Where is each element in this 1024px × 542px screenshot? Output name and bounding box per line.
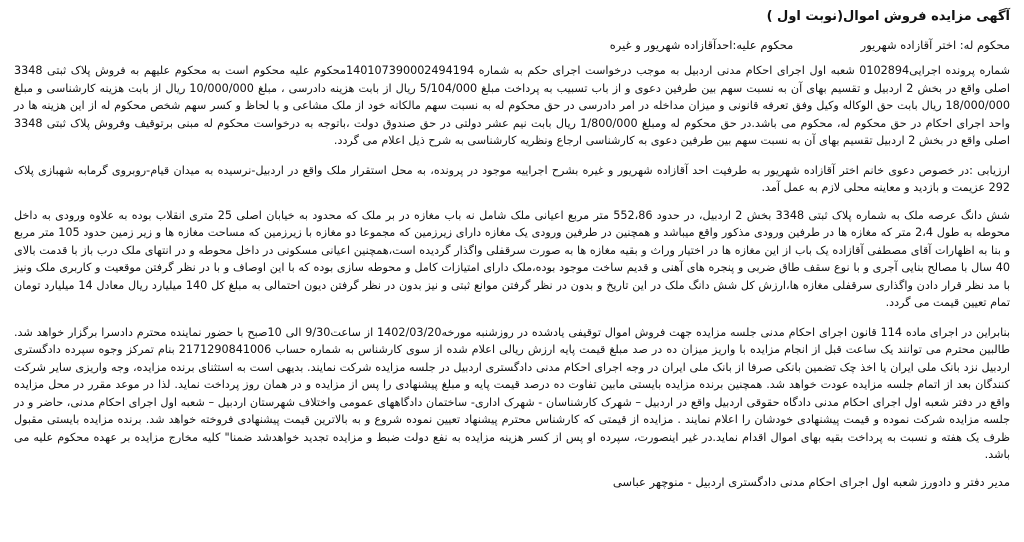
case-paragraph: شماره پرونده اجرایی0102894 شعبه اول اجرای احکام مدنی اردبیل به موجب درخواست اجرای حکم به شماره 140107390002494194محکوم علیه محکوم است به محکوم علیهم به فروش پلاک ثبتی 3348 اصلی واقع در بخش 2 اردبیل و تقسیم بهای آن به نسبت سهم بین طرفین دعوی و از باب تسبیب به پرداخت مبلغ 5/104/000 ریال از بابت هزینه دادرسی ، مبلغ 10/000/000 ریال از بابت هزینه کارشناسی و مبلغ 18/000/000 ریال بابت حق الوکاله وکیل وفق تعرفه قانونی و میزان مداخله در امر دادرسی در حق محکوم له به نسبت سهم مالکانه خود از ملک مشاعی و با لحاظ و کسر سهم شخص محکوم له از این هزینه ها در واحد اجرای احکام در حق محکوم له، محکوم می باشد.در حق محکوم له ومبلغ 1/800/000 ریال بابت نیم عشر دولتی در حق صندوق دولت ،باتوجه به درخواست محکوم له مبنی برتوقیف وفروش پلاک ثبتی 3348 اصلی واقع در بخش 2 اردبیل تقسیم بهای آن به نسبت سهم بین طرفین دعوی به کارشناسی ارجاع ونظریه کارشناسی به شرح ذیل اعلام می گردد. bbox=[14, 64, 1010, 147]
auction-terms-paragraph: بنابراین در اجرای ماده 114 قانون اجرای احکام مدنی جلسه مزایده جهت فروش اموال توقیفی یادشده در روزشنبه مورخه1402/03/20 از ساعت9/30 الی 10صبح با حضور نماینده محترم دادسرا برگزار خواهد شد. طالبین محترم می توانند یک ساعت قبل از انجام مزایده با واریز میزان ده در صد مبلغ قیمت پایه ارزش ریالی اعلام شده از سوی کارشناس به شماره حساب 2171290841006 بنام تمرکز وجوه سپرده دادگستری اردبیل نزد بانک ملی ایران یا اخذ چک تضمین بانکی صرفا از بانک ملی ایران در وجه اجرای احکام مدنی دادگستری اردبیل در جلسه مزایده شرکت نمایند. بدیهی است به استثنای برنده مزایده، وجه واریزی سایر شرکت کنندگان بعد از اتمام جلسه مزایده عودت خواهد شد. همچنین برنده مزایده بایستی مابین تفاوت ده درصد قیمت پایه و مبلغ پیشنهادی را پس از مزایده و در همان روز پرداخت نماید. لذا در موعد مقرر در محل مزایده واقع در دفتر شعبه اول اجرای احکام مدنی دادگاه حقوقی اردبیل واقع در اردبیل – شهرک کارشناسان - شهرک اداری- ساختمان دادگاههای عمومی واختلاف شهرستان اردبیل – شعبه اول اجرای احکام مدنی، حاضر و در جلسه مزایده شرکت نموده و قیمت پیشنهادی خودشان را اعلام نمایند . مزایده از قیمتی که کارشناس محترم پیشنهاد تعیین نموده شروع و به بالاترین قیمت پیشنهادی فروخته خواهد شد. برنده مزایده بایستی مقبول ظرف یک هفته و نسبت به پرداخت بقیه بهای اموال اقدام نماید.در غیر اینصورت، سپرده او پس از کسر هزینه مزایده به نفع دولت ضبط و مزایده تجدید خواهدشد ضمنا" کلیه مخارج مزایده بر عهده محکوم علیه می باشد. bbox=[14, 325, 1010, 461]
convicted-against-party: محکوم علیه:احدآقازاده شهریور و غیره bbox=[609, 38, 794, 52]
property-description-paragraph: شش دانگ عرصه ملک به شماره پلاک ثبتی 3348 بخش 2 اردبیل، در حدود 552،86 متر مربع اعیانی ملک شامل نه باب مغازه در بر ملک که محدود به خیابان اصلی 25 متری انقلاب بوده به علاوه ورودی به داخل محوطه به طول 2،4 متر که مغازه ها در طرفین ورودی مذکور واقع میباشد و همچنین در طرفین ورودی یک مغازه دارای زیرزمین که مجموعا دو مغازه با زیرزمین که مساحت مغازه ها و زیر زمین حدود 105 متر مربع و بنا به اظهارات آقای مصطفی آقازاده یک باب از این مغازه ها در اختیار وراث و بقیه مغازه ها به صورت سرقفلی واگذار گردیده است،همچنین اعیانی مسکونی در داخل محوطه و در انتهای ملک درب باز با قدمت بالای 40 سال با مصالح بنایی آجری و با نوع سقف طاق ضربی و پنجره های آهنی و قدیم ساخت موجود بوده،ملک دارای امتیازات کامل و محوطه سازی بوده که با این اوصاف و با در نظر گرفتن موقعیت و کاربری ملک ونیز با مد نظر قرار دادن واگذاری سرقفلی مغازه ها،ارزش کل شش دانگ ملک در این تاریخ و بدون در نظر گرفتن موانع ثبتی و نیز بدون در نظر گرفتن دیون احتمالی به مبلغ کل 140 میلیارد ریال معادل 14 میلیارد تومان تمام تعیین قیمت می گردد. bbox=[14, 208, 1010, 309]
convicted-party: محکوم له: اختر آقازاده شهریور bbox=[860, 38, 1010, 52]
signature-line: مدیر دفتر و دادورز شعبه اول اجرای احکام مدنی دادگستری اردبیل - منوچهر عباسی bbox=[612, 474, 1010, 489]
parties-line bbox=[14, 36, 1010, 54]
assessment-paragraph: ارزیابی :در خصوص دعوی خانم اختر آقازاده شهریور به طرفیت احد آقازاده شهریور و غیره بشرح اجراییه موجود در پرونده، به محل استقرار ملک واقع در اردبیل-نرسیده به میدان قیام-روبروی گرمابه شهبازی پلاک 292 عزیمت و بازدید و معاینه محلی لازم به عمل آمد. bbox=[14, 163, 1010, 194]
notice-title: آگهی مزایده فروش اموال(نوبت اول ) bbox=[766, 9, 1010, 24]
